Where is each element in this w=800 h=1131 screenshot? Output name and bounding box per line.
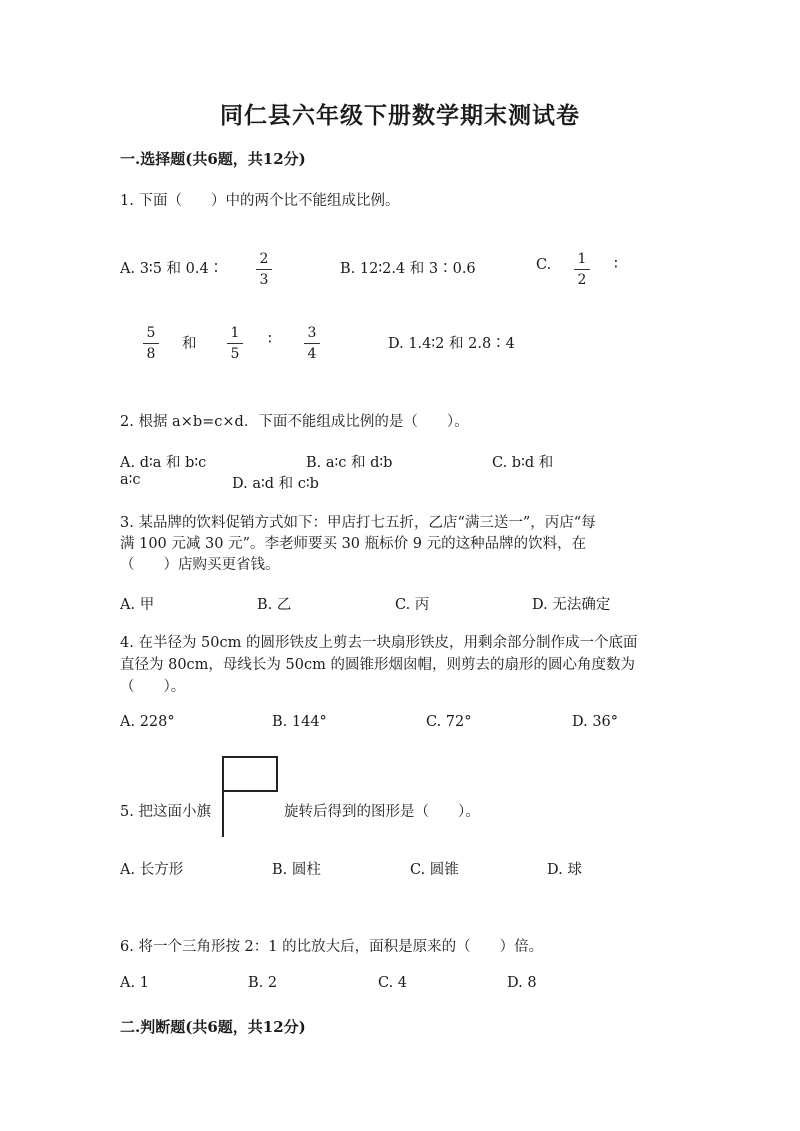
q1-option-c-fraction-3: 1 5 <box>226 325 244 362</box>
q1-option-c-colon-2: ∶ <box>268 332 272 348</box>
q2-option-d: D. a∶d 和 c∶b <box>232 476 319 492</box>
q1-option-a: A. 3∶5 和 0.4∶ <box>120 261 224 277</box>
q4-option-a: A. 228° <box>120 714 175 730</box>
q2-option-c-cont: a∶c <box>120 472 141 488</box>
q4-option-d: D. 36° <box>572 714 619 730</box>
q6-stem: 6. 将一个三角形按 2：1 的比放大后，面积是原来的（ ）倍。 <box>120 939 544 955</box>
q2-stem: 2. 根据 a×b=c×d．下面不能组成比例的是（ ）。 <box>120 414 469 430</box>
q4-option-c: C. 72° <box>426 714 472 730</box>
q5-stem-right: 旋转后得到的图形是（ ）。 <box>284 804 480 820</box>
q1-option-b: B. 12∶2.4 和 3∶0.6 <box>340 261 476 277</box>
q6-option-d: D. 8 <box>507 975 537 991</box>
q4-stem-line-1: 4. 在半径为 50cm 的圆形铁皮上剪去一块扇形铁皮，用剩余部分制作成一个底面 <box>120 635 638 651</box>
q2-option-a: A. d∶a 和 b∶c <box>120 455 207 471</box>
q1-option-c-fraction-4: 3 4 <box>303 325 321 362</box>
q4-stem-line-2: 直径为 80cm，母线长为 50cm 的圆锥形烟囱帽，则剪去的扇形的圆心角度数为 <box>120 657 635 673</box>
q1-option-c: C. <box>536 257 552 273</box>
q2-option-c: C. b∶d 和 <box>492 455 554 471</box>
q3-stem-line-2: 满 100 元减 30 元”。李老师要买 30 瓶标价 9 元的这种品牌的饮料，在 <box>120 536 587 552</box>
q4-stem-line-3: （ ）。 <box>120 679 186 695</box>
q5-option-a: A. 长方形 <box>120 862 184 878</box>
page-title: 同仁县六年级下册数学期末测试卷 <box>220 102 580 129</box>
q5-stem-left: 5. 把这面小旗 <box>120 804 211 820</box>
q1-option-c-fraction-2: 5 8 <box>142 325 160 362</box>
flag-figure <box>218 755 282 839</box>
q2-option-b: B. a∶c 和 d∶b <box>306 455 393 471</box>
q5-option-b: B. 圆柱 <box>272 862 321 878</box>
q3-option-c: C. 丙 <box>395 597 430 613</box>
q3-option-b: B. 乙 <box>257 597 292 613</box>
q3-stem-line-3: （ ）店购买更省钱。 <box>120 557 280 573</box>
q5-option-c: C. 圆锥 <box>410 862 459 878</box>
q6-option-b: B. 2 <box>248 975 278 991</box>
section-1-heading: 一.选择题(共6题，共12分) <box>120 150 306 168</box>
q1-option-d: D. 1.4∶2 和 2.8∶4 <box>388 336 515 352</box>
q6-option-a: A. 1 <box>120 975 149 991</box>
q3-option-a: A. 甲 <box>120 597 155 613</box>
q3-stem-line-1: 3. 某品牌的饮料促销方式如下：甲店打七五折，乙店“满三送一”，丙店“每 <box>120 515 596 531</box>
q3-option-d: D. 无法确定 <box>532 597 611 613</box>
q1-option-a-fraction: 2 3 <box>255 251 273 288</box>
q1-stem: 1. 下面（ ）中的两个比不能组成比例。 <box>120 193 400 209</box>
q5-option-d: D. 球 <box>547 862 582 878</box>
q6-option-c: C. 4 <box>378 975 408 991</box>
section-2-heading: 二.判断题(共6题，共12分) <box>120 1018 306 1036</box>
q1-option-c-colon: ∶ <box>614 257 618 273</box>
q1-option-c-and: 和 <box>182 336 197 352</box>
q1-option-c-fraction-1: 1 2 <box>573 251 591 288</box>
q4-option-b: B. 144° <box>272 714 327 730</box>
